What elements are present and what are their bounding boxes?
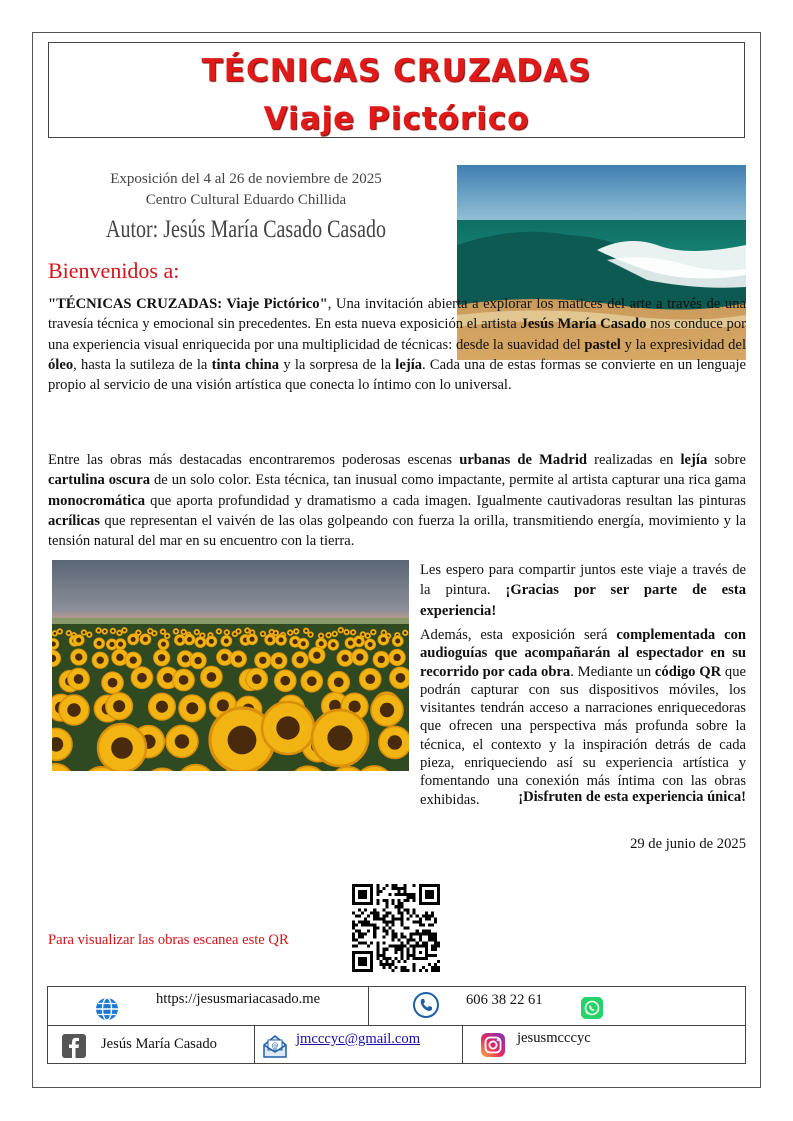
instagram-cell [462, 1025, 746, 1064]
bold-run: lejía [395, 356, 423, 373]
text-run: sobre [707, 452, 746, 468]
bold-run: lejía [680, 452, 708, 468]
text-run: , hasta la sutileza de la [73, 356, 212, 373]
svg-text:@: @ [271, 1042, 279, 1050]
instagram-icon[interactable] [481, 1033, 505, 1057]
closing-line: ¡Disfruten de esta experiencia única! [518, 789, 746, 805]
bold-run: ¡Gracias por ser parte de esta experiencia! [420, 582, 746, 619]
text-run: realizadas en [587, 452, 681, 468]
document-date: 29 de junio de 2025 [630, 836, 746, 852]
page-subtitle: Viaje Pictórico [263, 101, 530, 137]
bold-run: pastel [584, 336, 621, 353]
intro-paragraph [48, 294, 746, 395]
bold-run: óleo [48, 356, 74, 373]
exhibition-venue: Centro Cultural Eduardo Chillida [145, 192, 347, 208]
text-run: Entre las obras más destacadas encontraremos poderosas escenas [48, 452, 460, 468]
text-run: y la expresividad del [620, 336, 746, 353]
facebook-name[interactable]: Jesús María Casado [101, 1036, 217, 1052]
website-link[interactable]: https://jesusmariacasado.me [156, 991, 321, 1007]
author-name: Autor: Jesús María Casado Casado [106, 216, 386, 243]
bold-run: "TÉCNICAS CRUZADAS: Viaje Pictórico" [48, 296, 328, 312]
text-run: Les espero para compartir juntos este viaje a través de la pintura. [420, 562, 746, 599]
bold-run: acrílicas [48, 512, 100, 529]
text-run: de un solo color. Esta técnica, tan inusual como impactante, permite al artista capturar una rica gama [150, 472, 746, 489]
contact-table [47, 986, 746, 1064]
bold-run: urbanas de Madrid [459, 452, 587, 468]
sunflower-painting [52, 560, 409, 771]
phone-number[interactable]: 606 38 22 61 [466, 992, 543, 1008]
email-link[interactable]: jmcccyc@gmail.com [296, 1031, 421, 1047]
website-cell [47, 986, 369, 1026]
title-box [48, 42, 745, 138]
text-run: Además, esta exposición será [420, 627, 617, 643]
whatsapp-icon[interactable] [581, 997, 603, 1019]
text-run: , Una invitación abierta a explorar los matices del arte a través de una travesía técnica y emocional sin precedentes. En esta nueva exposición el artista [48, 296, 746, 333]
text-run: que aporta profundidad y dramatismo a cada imagen. Igualmente cautivadoras resultan las pinturas [145, 492, 746, 509]
bold-run: tinta china [211, 356, 280, 373]
bold-run: cartulina oscura [48, 472, 151, 489]
works-paragraph [48, 450, 746, 551]
audioguide-paragraph [420, 626, 746, 809]
phone-cell [368, 986, 746, 1026]
qr-code[interactable] [352, 884, 440, 972]
phone-icon [413, 992, 439, 1018]
email-icon [262, 1034, 288, 1058]
text-run: y la sorpresa de la [279, 356, 396, 373]
facebook-cell [47, 1025, 255, 1064]
bold-run: monocromática [48, 492, 145, 509]
text-run: . Mediante un [570, 663, 655, 680]
bold-run: Jesús María Casado [520, 316, 647, 333]
facebook-icon[interactable] [62, 1034, 86, 1058]
text-run: . Cada una de estas formas se convierte en un lenguaje propio al servicio de una visión artística que conecta lo íntimo con lo universal. [48, 356, 747, 394]
email-cell [254, 1025, 463, 1064]
welcome-heading: Bienvenidos a: [48, 258, 180, 283]
exhibition-dates: Exposición del 4 al 26 de noviembre de 2025 [110, 171, 382, 187]
globe-icon [95, 997, 119, 1021]
bold-run: complementada con audioguías que acompañarán al espectador en su recorrido por cada obra [420, 627, 746, 680]
instagram-handle[interactable]: jesusmcccyc [517, 1030, 591, 1046]
thanks-paragraph [420, 560, 746, 621]
text-run: que representan el vaivén de las olas golpeando con fuerza la orilla, transmitiendo energía, movimiento y la tensión natural del mar en su encuentro con la tierra. [48, 512, 746, 550]
qr-caption: Para visualizar las obras escanea este QR [48, 932, 289, 948]
text-run: nos conduce por una experiencia visual enriquecida por una multiplicidad de técnicas: desde la suavidad del [48, 316, 747, 353]
text-run: que podrán capturar con sus dispositivos móviles, los visitantes tendrán acceso a narraciones enriquecedoras que ofrecen una perspectiva más profunda sobre la técnica, el contexto y la inspiración detrás de cada pieza, enriqueciendo así su experiencia artística y fomentando una conexión más íntima con las obras exhibidas. [420, 663, 746, 808]
bold-run: código QR [654, 663, 722, 680]
page-title: TÉCNICAS CRUZADAS [201, 53, 592, 89]
